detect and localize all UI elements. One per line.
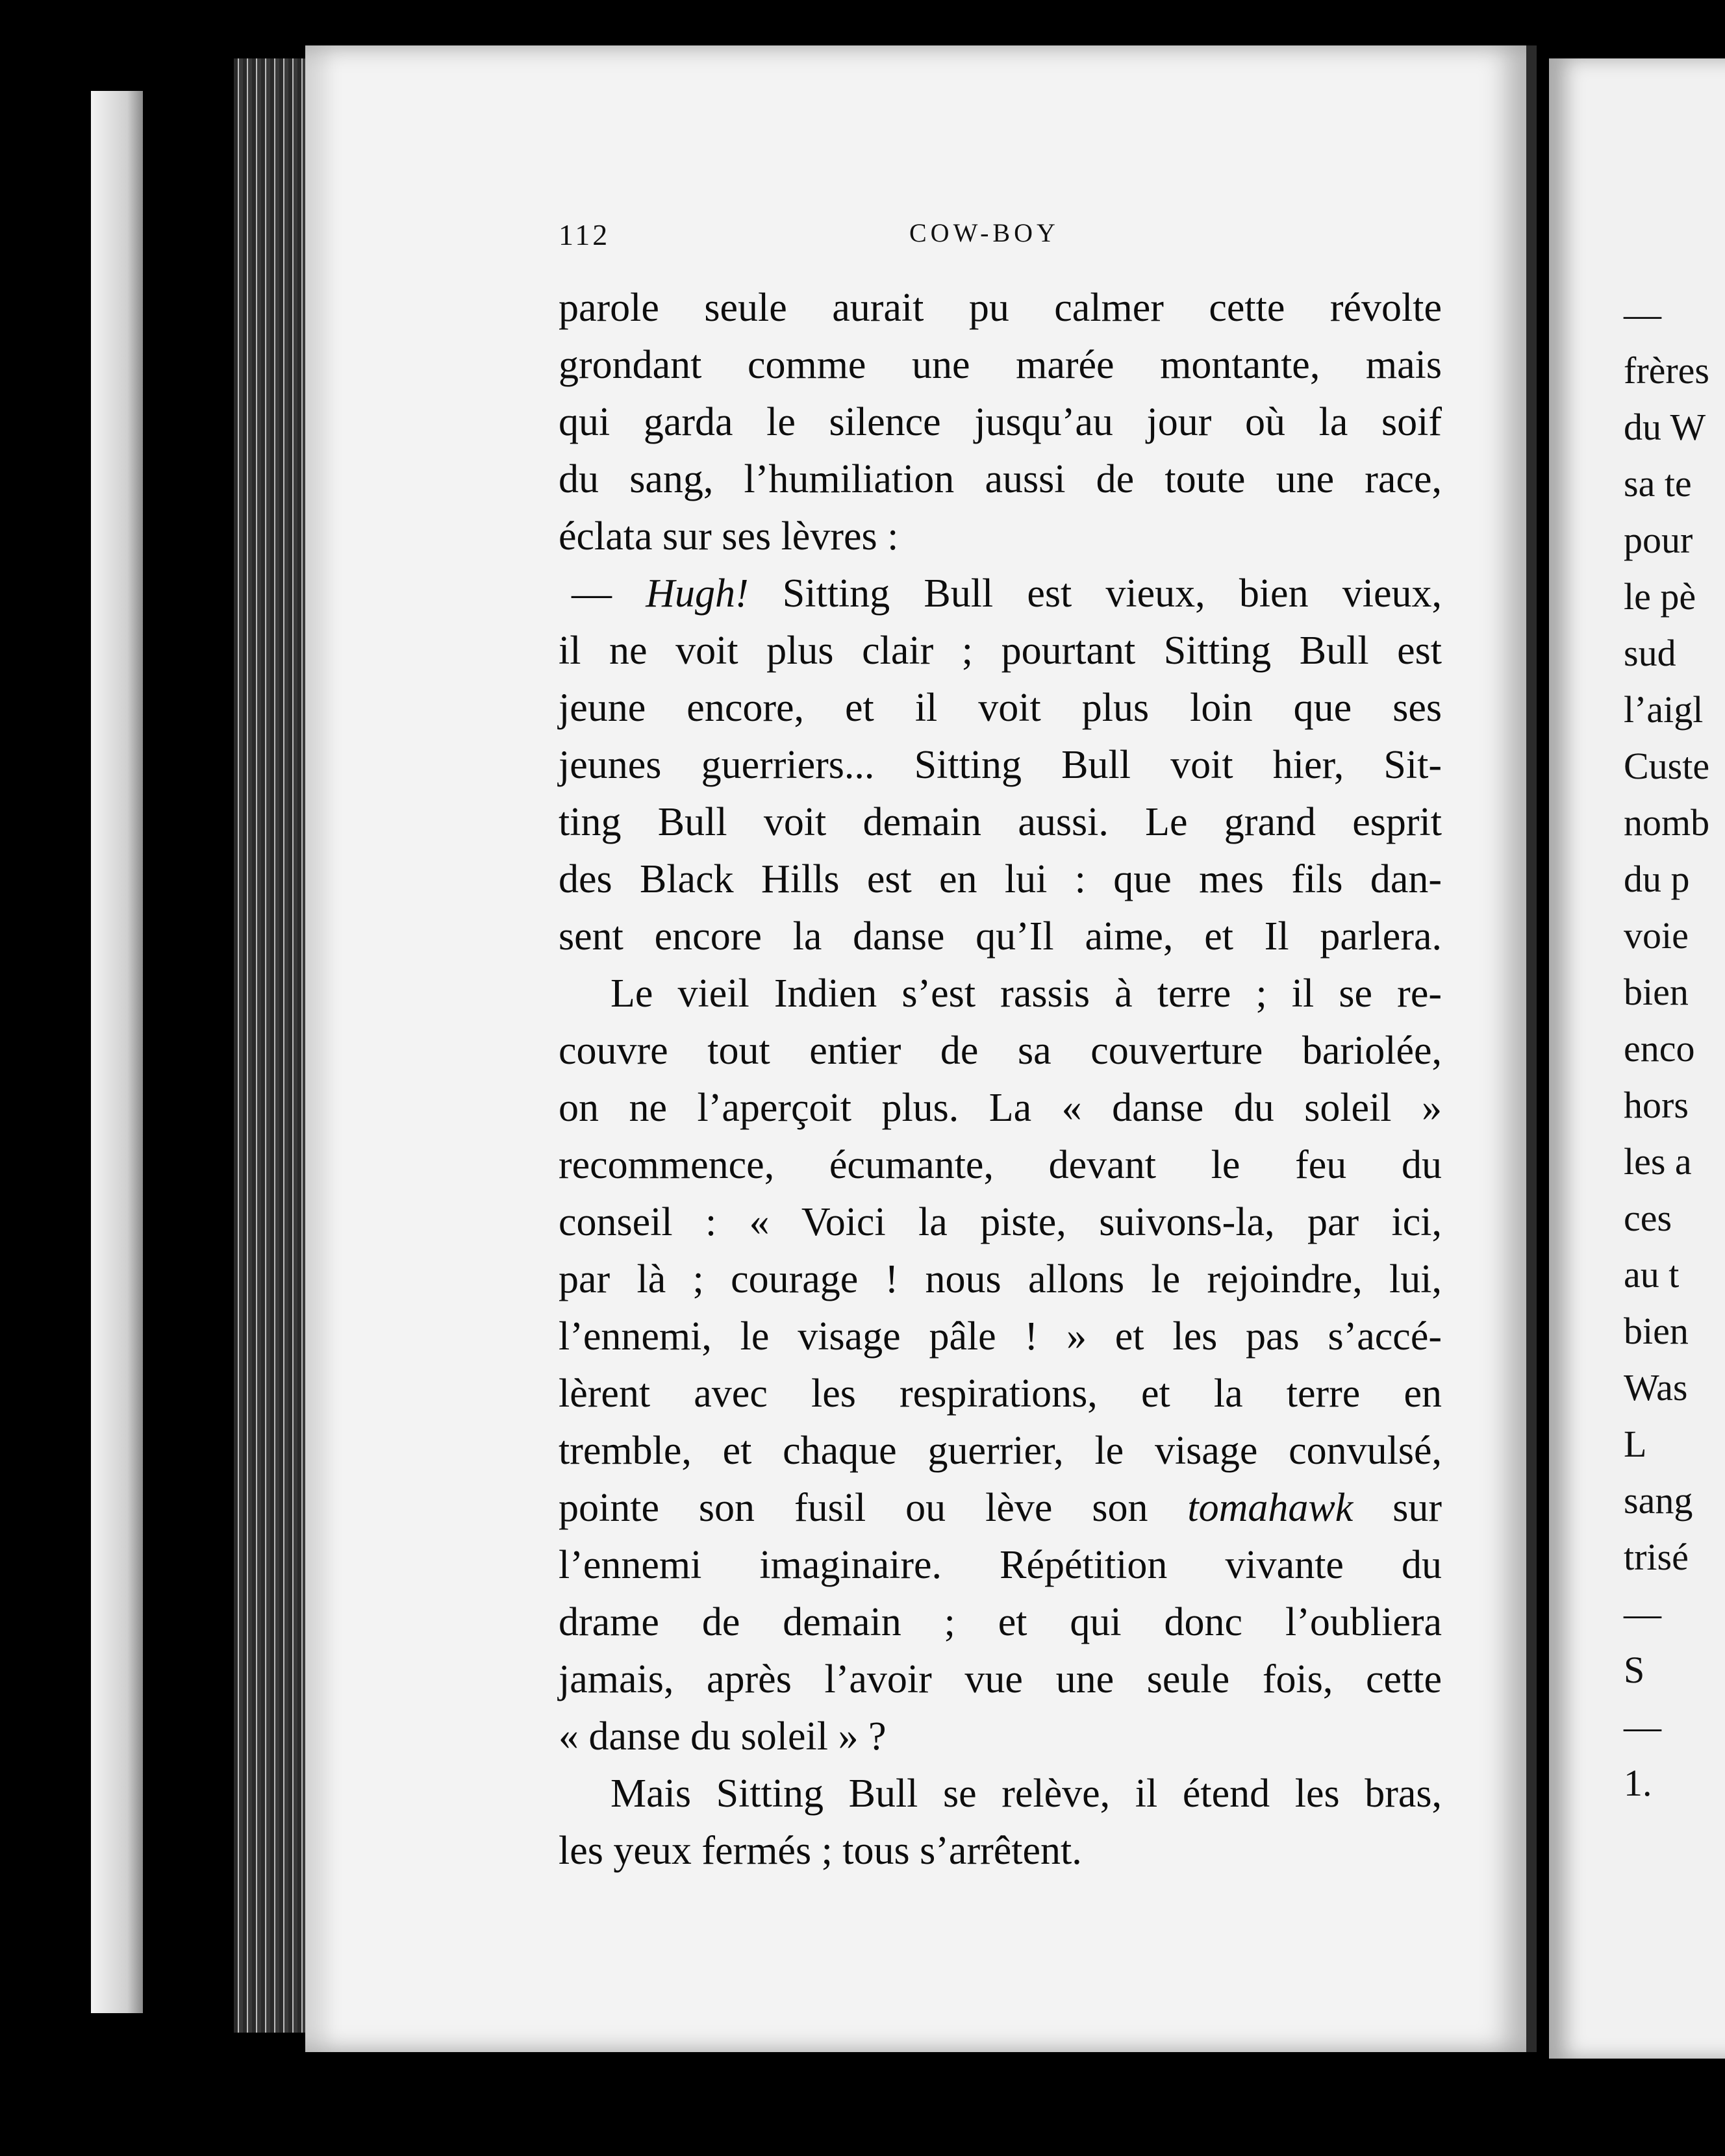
text-line: qui garda le silence jusqu’au jour où la soif	[559, 400, 1442, 444]
text-line: ting Bull voit demain aussi. Le grand esprit	[559, 800, 1442, 844]
text-line: on ne l’aperçoit plus. La « danse du soleil »	[559, 1086, 1442, 1130]
text-line: lèrent avec les respirations, et la terre en	[559, 1372, 1442, 1416]
text-line: jeunes guerriers... Sitting Bull voit hier, Sit-	[559, 743, 1442, 787]
facing-line: 1.	[1624, 1762, 1652, 1804]
text-line: grondant comme une marée montante, mais	[559, 343, 1442, 387]
text-line: des Black Hills est en lui : que mes fils dan-	[559, 857, 1442, 901]
text-line: les yeux fermés ; tous s’arrêtent.	[559, 1829, 1082, 1873]
facing-line: les a	[1624, 1140, 1692, 1183]
facing-line: trisé	[1624, 1536, 1689, 1578]
book-edge	[91, 91, 143, 2013]
facing-line: pour	[1624, 519, 1693, 561]
text-line: du sang, l’humiliation aussi de toute une race,	[559, 457, 1442, 501]
text-line: éclata sur ses lèvres :	[559, 514, 899, 558]
facing-line: —	[1624, 293, 1661, 335]
text-line: parole seule aurait pu calmer cette révolte	[559, 286, 1442, 330]
page-number: 112	[559, 218, 611, 251]
facing-line: l’aigl	[1624, 688, 1704, 731]
text-line: il ne voit plus clair ; pourtant Sitting Bull est	[559, 629, 1442, 673]
running-title: COW-BOY	[909, 218, 1059, 247]
page-header	[559, 218, 1442, 257]
facing-line: bien	[1624, 971, 1689, 1013]
text-line: jamais, après l’avoir vue une seule fois, cette	[559, 1657, 1442, 1701]
text-line: sent encore la danse qu’Il aime, et Il parlera.	[559, 914, 1442, 959]
text-line: « danse du soleil » ?	[559, 1714, 887, 1759]
facing-line: voie	[1624, 914, 1689, 957]
text-line	[559, 1479, 1442, 1536]
text-line: conseil : « Voici la piste, suivons-la, par ici,	[559, 1200, 1442, 1244]
page-stack-edges	[234, 58, 312, 2033]
text-fragment: Sitting Bull est vieux, bien vieux,	[748, 571, 1442, 616]
facing-line: le pè	[1624, 575, 1696, 618]
facing-line: du p	[1624, 858, 1690, 900]
text-line: par là ; courage ! nous allons le rejoindre, lui,	[559, 1257, 1442, 1301]
text-line: drame de demain ; et qui donc l’oubliera	[559, 1600, 1442, 1644]
facing-line: ces	[1624, 1197, 1672, 1239]
text-line: l’ennemi, le visage pâle ! » et les pas s’accé-	[559, 1314, 1442, 1359]
text-fragment: sur	[1353, 1486, 1442, 1530]
facing-line: enco	[1624, 1027, 1695, 1070]
facing-page-text	[1624, 286, 1725, 1811]
facing-line: sang	[1624, 1479, 1693, 1522]
facing-line: frères	[1624, 349, 1710, 392]
text-line: Mais Sitting Bull se relève, il étend les bras,	[611, 1772, 1442, 1816]
facing-line: bien	[1624, 1310, 1689, 1352]
text-line	[559, 565, 1442, 622]
italic-word: tomahawk	[1187, 1486, 1354, 1530]
text-line: couvre tout entier de sa couverture bariolée,	[559, 1029, 1442, 1073]
facing-line: Custe	[1624, 745, 1710, 787]
text-line: recommence, écumante, devant le feu du	[559, 1143, 1442, 1187]
page-body-text	[559, 279, 1442, 1879]
facing-line: au t	[1624, 1253, 1680, 1296]
facing-line: sa te	[1624, 462, 1692, 505]
facing-line: L	[1624, 1423, 1647, 1465]
facing-line: —	[1624, 1705, 1661, 1748]
text-line: tremble, et chaque guerrier, le visage convulsé,	[559, 1429, 1442, 1473]
facing-line: sud	[1624, 632, 1676, 674]
facing-line: nomb	[1624, 801, 1710, 844]
text-fragment: pointe son fusil ou lève son	[559, 1486, 1188, 1530]
italic-exclamation: Hugh!	[646, 571, 749, 616]
text-line: Le vieil Indien s’est rassis à terre ; il se re-	[611, 971, 1442, 1016]
text-line: jeune encore, et il voit plus loin que ses	[559, 686, 1442, 730]
dialogue-dash: —	[572, 571, 646, 616]
facing-line: S	[1624, 1649, 1645, 1691]
facing-line: hors	[1624, 1084, 1689, 1126]
facing-line: du W	[1624, 406, 1706, 448]
text-line: l’ennemi imaginaire. Répétition vivante du	[559, 1543, 1442, 1587]
facing-line: Was	[1624, 1366, 1688, 1409]
facing-line: —	[1624, 1592, 1661, 1635]
